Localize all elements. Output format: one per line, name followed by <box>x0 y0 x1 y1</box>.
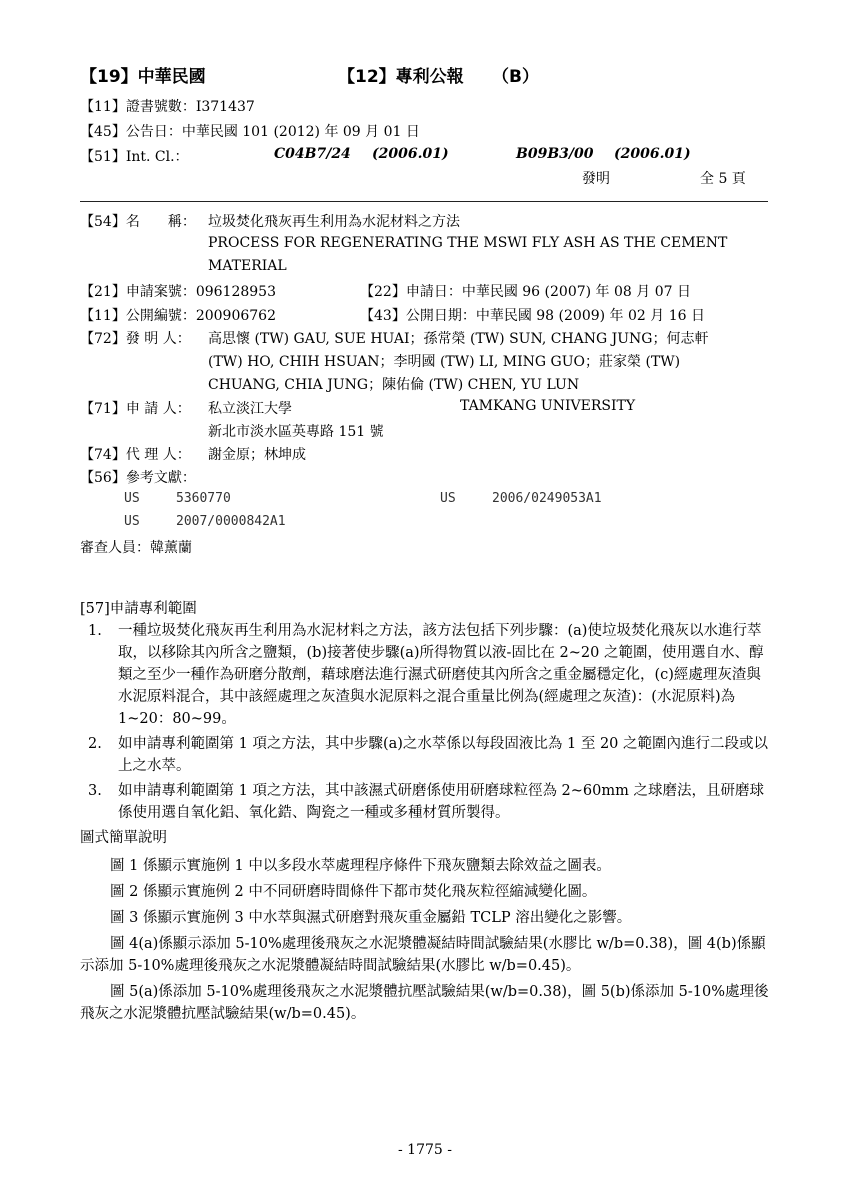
application-no-label: 【21】申請案號： <box>80 284 196 300</box>
ref-2-number: 2006/0249053A1 <box>492 491 602 506</box>
ipc-code-1: C04B7/24 <box>274 146 351 162</box>
title-en-line-1: PROCESS FOR REGENERATING THE MSWI FLY ASH AS THE CEMENT <box>208 235 728 251</box>
claim-1-text: 一種垃圾焚化飛灰再生利用為水泥材料之方法，該方法包括下列步驟：(a)使垃圾焚化飛灰以水進行萃取，以移除其內所含之鹽類，(b)接著使步驟(a)所得物質以液-固比在 2~20 之範圍，使用選自水、醇類之至少一種作為研磨分散劑，藉球磨法進行濕式研磨使其內所含之重金屬穩定化，(c)經處理灰渣與水泥原料混合，其中該經處理之灰渣與水泥原料之混合重量比例為(經處理之灰渣)：(水泥原料)為 1~20：80~99。 <box>118 623 764 727</box>
publication-no-label: 【11】公開編號： <box>80 308 196 324</box>
application-no: 096128953 <box>195 284 276 300</box>
title-zh: 垃圾焚化飛灰再生利用為水泥材料之方法 <box>208 214 460 230</box>
publication-date-row <box>360 305 705 325</box>
application-date: 中華民國 96 (2007) 年 08 月 07 日 <box>461 284 691 300</box>
header-divider <box>80 201 768 202</box>
announce-date: 中華民國 101 (2012) 年 09 月 01 日 <box>181 124 420 140</box>
ref-3-country: US <box>124 514 140 529</box>
inventor-label: 【72】發 明 人： <box>80 331 191 347</box>
inventor-line-2: (TW) HO, CHIH HSUAN；李明國 (TW) LI, MING GUO；莊家榮 (TW) <box>208 354 681 370</box>
ref-1-number: 5360770 <box>176 491 231 506</box>
application-no-row <box>80 281 276 301</box>
ref-3-number: 2007/0000842A1 <box>176 514 286 529</box>
ipc-label: 【51】Int. Cl.： <box>80 149 189 165</box>
cert-number: I371437 <box>195 99 255 115</box>
ipc-code-2: B09B3/00 <box>516 146 594 162</box>
country-code: 【19】中華民國 <box>80 67 206 87</box>
claim-1 <box>80 620 770 730</box>
ipc-version-1: (2006.01) <box>372 146 449 162</box>
applicant-name-zh: 私立淡江大學 <box>208 401 292 417</box>
kind-code: （B） <box>492 67 539 87</box>
title-en-line-2: MATERIAL <box>208 258 287 274</box>
claims-section <box>80 598 770 1025</box>
figure-2-description: 圖 2 係顯示實施例 2 中不同研磨時間條件下都市焚化飛灰粒徑縮減變化圖。 <box>110 884 597 900</box>
publication-date-label: 【43】公開日期： <box>360 308 476 324</box>
figure-3-description: 圖 3 係顯示實施例 3 中水萃與濕式研磨對飛灰重金屬鉛 TCLP 溶出變化之影響。 <box>110 910 632 926</box>
page-number: - 1775 - <box>398 1142 452 1158</box>
applicant-label: 【71】申 請 人： <box>80 401 191 417</box>
claim-2-text: 如申請專利範圍第 1 項之方法，其中步驟(a)之水萃係以每段固液比為 1 至 20 之範圍內進行二段或以上之水萃。 <box>118 736 769 774</box>
cert-label: 【11】證書號數： <box>80 99 196 115</box>
agent-names: 謝金原；林坤成 <box>208 447 306 463</box>
patent-type: 發明 <box>582 171 610 187</box>
cert-row <box>80 96 255 116</box>
figure-5-description: 圖 5(a)係添加 5-10%處理後飛灰之水泥漿體抗壓試驗結果(w/b=0.38)，圖 5(b)係添加 5-10%處理後飛灰之水泥漿體抗壓試驗結果(w/b=0.45)。 <box>80 984 769 1022</box>
agent-label: 【74】代 理 人： <box>80 447 191 463</box>
claim-1-number: 1. <box>88 623 102 639</box>
references-label: 【56】參考文獻： <box>80 470 196 486</box>
announce-label: 【45】公告日： <box>80 124 182 140</box>
figure-1-description: 圖 1 係顯示實施例 1 中以多段水萃處理程序條件下飛灰鹽類去除效益之圖表。 <box>110 858 611 874</box>
claim-2 <box>80 733 770 777</box>
doc-type: 【12】專利公報 <box>338 67 464 87</box>
claim-3-text: 如申請專利範圍第 1 項之方法，其中該濕式研磨係使用研磨球粒徑為 2~60mm 之球磨法，且研磨球係使用選自氧化鋁、氧化鋯、陶瓷之一種或多種材質所製得。 <box>118 783 764 821</box>
ref-2-country: US <box>440 491 456 506</box>
figure-4-description: 圖 4(a)係顯示添加 5-10%處理後飛灰之水泥漿體凝結時間試驗結果(水膠比 w/b=0.38)，圖 4(b)係顯示添加 5-10%處理後飛灰之水泥漿體凝結時間試驗結果(水膠比 w/b=0.45)。 <box>80 936 766 974</box>
claim-3-number: 3. <box>88 783 102 799</box>
examiner: 審查人員：韓薰蘭 <box>80 540 192 556</box>
ref-1-country: US <box>124 491 140 506</box>
inventor-line-1: 高思懷 (TW) GAU, SUE HUAI；孫常榮 (TW) SUN, CHANG JUNG；何志軒 <box>208 331 709 347</box>
application-date-label: 【22】申請日： <box>360 284 462 300</box>
claim-3 <box>80 780 770 824</box>
inventor-line-3: CHUANG, CHIA JUNG；陳佑倫 (TW) CHEN, YU LUN <box>208 377 580 393</box>
publication-no-row <box>80 305 276 325</box>
figure-description-heading: 圖式簡單說明 <box>80 830 167 846</box>
announce-row <box>80 121 420 141</box>
claim-2-number: 2. <box>88 736 102 752</box>
ipc-version-2: (2006.01) <box>614 146 691 162</box>
title-label: 【54】名 稱： <box>80 214 196 230</box>
applicant-name-en: TAMKANG UNIVERSITY <box>460 398 636 414</box>
publication-no: 200906762 <box>195 308 276 324</box>
page-count: 全 5 頁 <box>700 171 746 187</box>
publication-date: 中華民國 98 (2009) 年 02 月 16 日 <box>475 308 705 324</box>
claims-heading: [57]申請專利範圍 <box>80 601 197 617</box>
application-date-row <box>360 281 691 301</box>
applicant-address: 新北市淡水區英專路 151 號 <box>208 424 384 440</box>
